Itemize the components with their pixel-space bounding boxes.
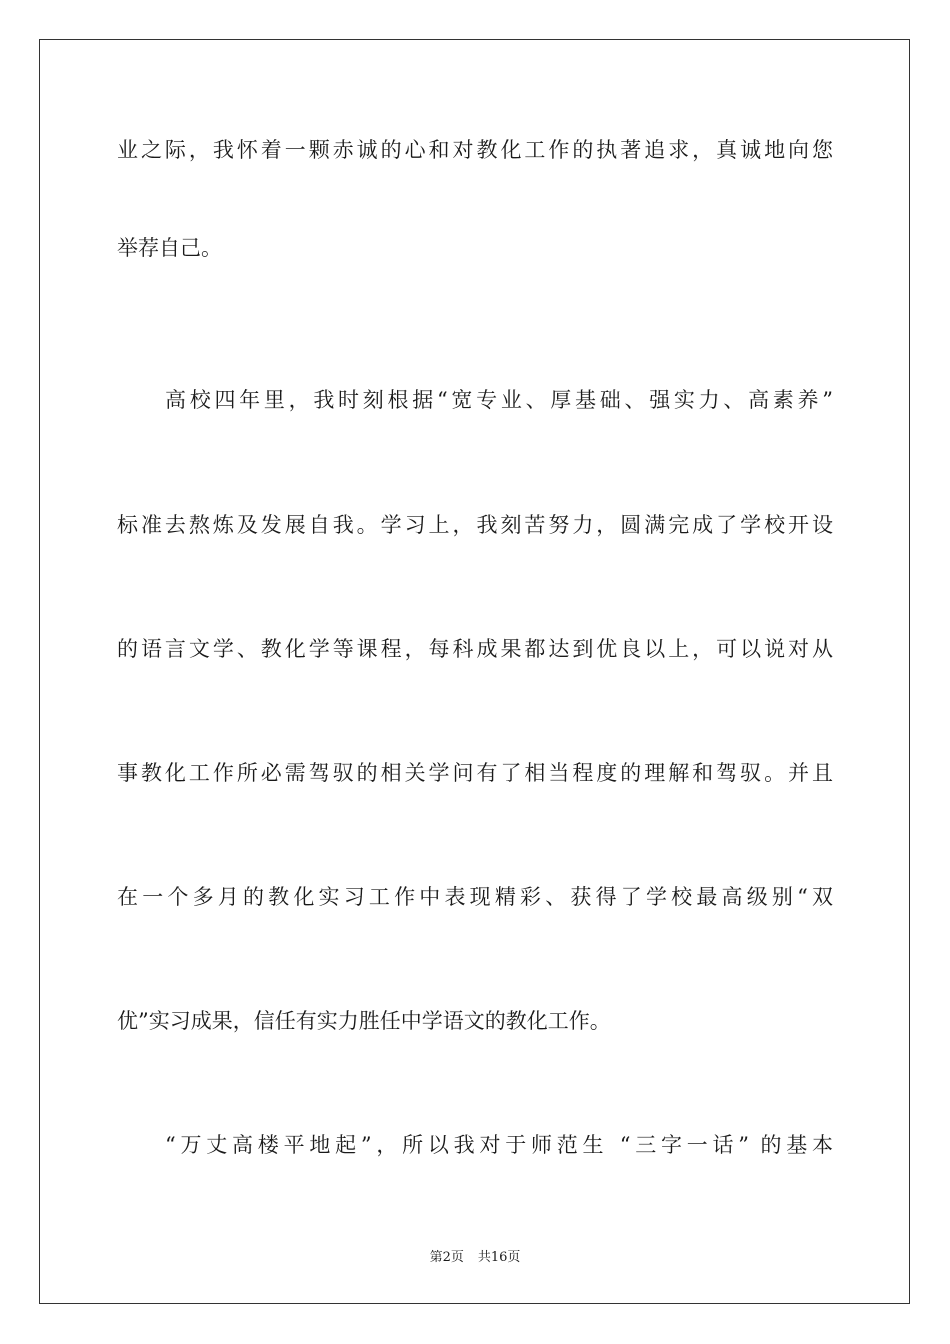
text-line: 举荐自己。 [117,236,222,260]
text-line: 优”实习成果，信任有实力胜任中学语文的教化工作。 [117,1009,611,1033]
text-line: 业之际，我怀着一颗赤诚的心和对教化工作的执著追求，真诚地向您 [117,138,833,162]
text-line: 标准去熬炼及发展自我。学习上，我刻苦努力，圆满完成了学校开设 [117,513,833,537]
page-footer [0,1246,950,1265]
page-total: 共16页 [477,1250,521,1265]
page-border [39,39,910,1304]
text-line: 高校四年里，我时刻根据“宽专业、厚基础、强实力、高素养” [165,388,833,412]
text-line: “万丈高楼平地起”，所以我对于师范生 “三字一话” 的基本 [165,1133,833,1157]
text-line: 事教化工作所必需驾驭的相关学问有了相当程度的理解和驾驭。并且 [117,761,833,785]
text-line: 在一个多月的教化实习工作中表现精彩、获得了学校最高级别“双 [117,885,833,909]
page-number: 第2页 [429,1250,464,1265]
text-line: 的语言文学、教化学等课程，每科成果都达到优良以上，可以说对从 [117,637,833,661]
